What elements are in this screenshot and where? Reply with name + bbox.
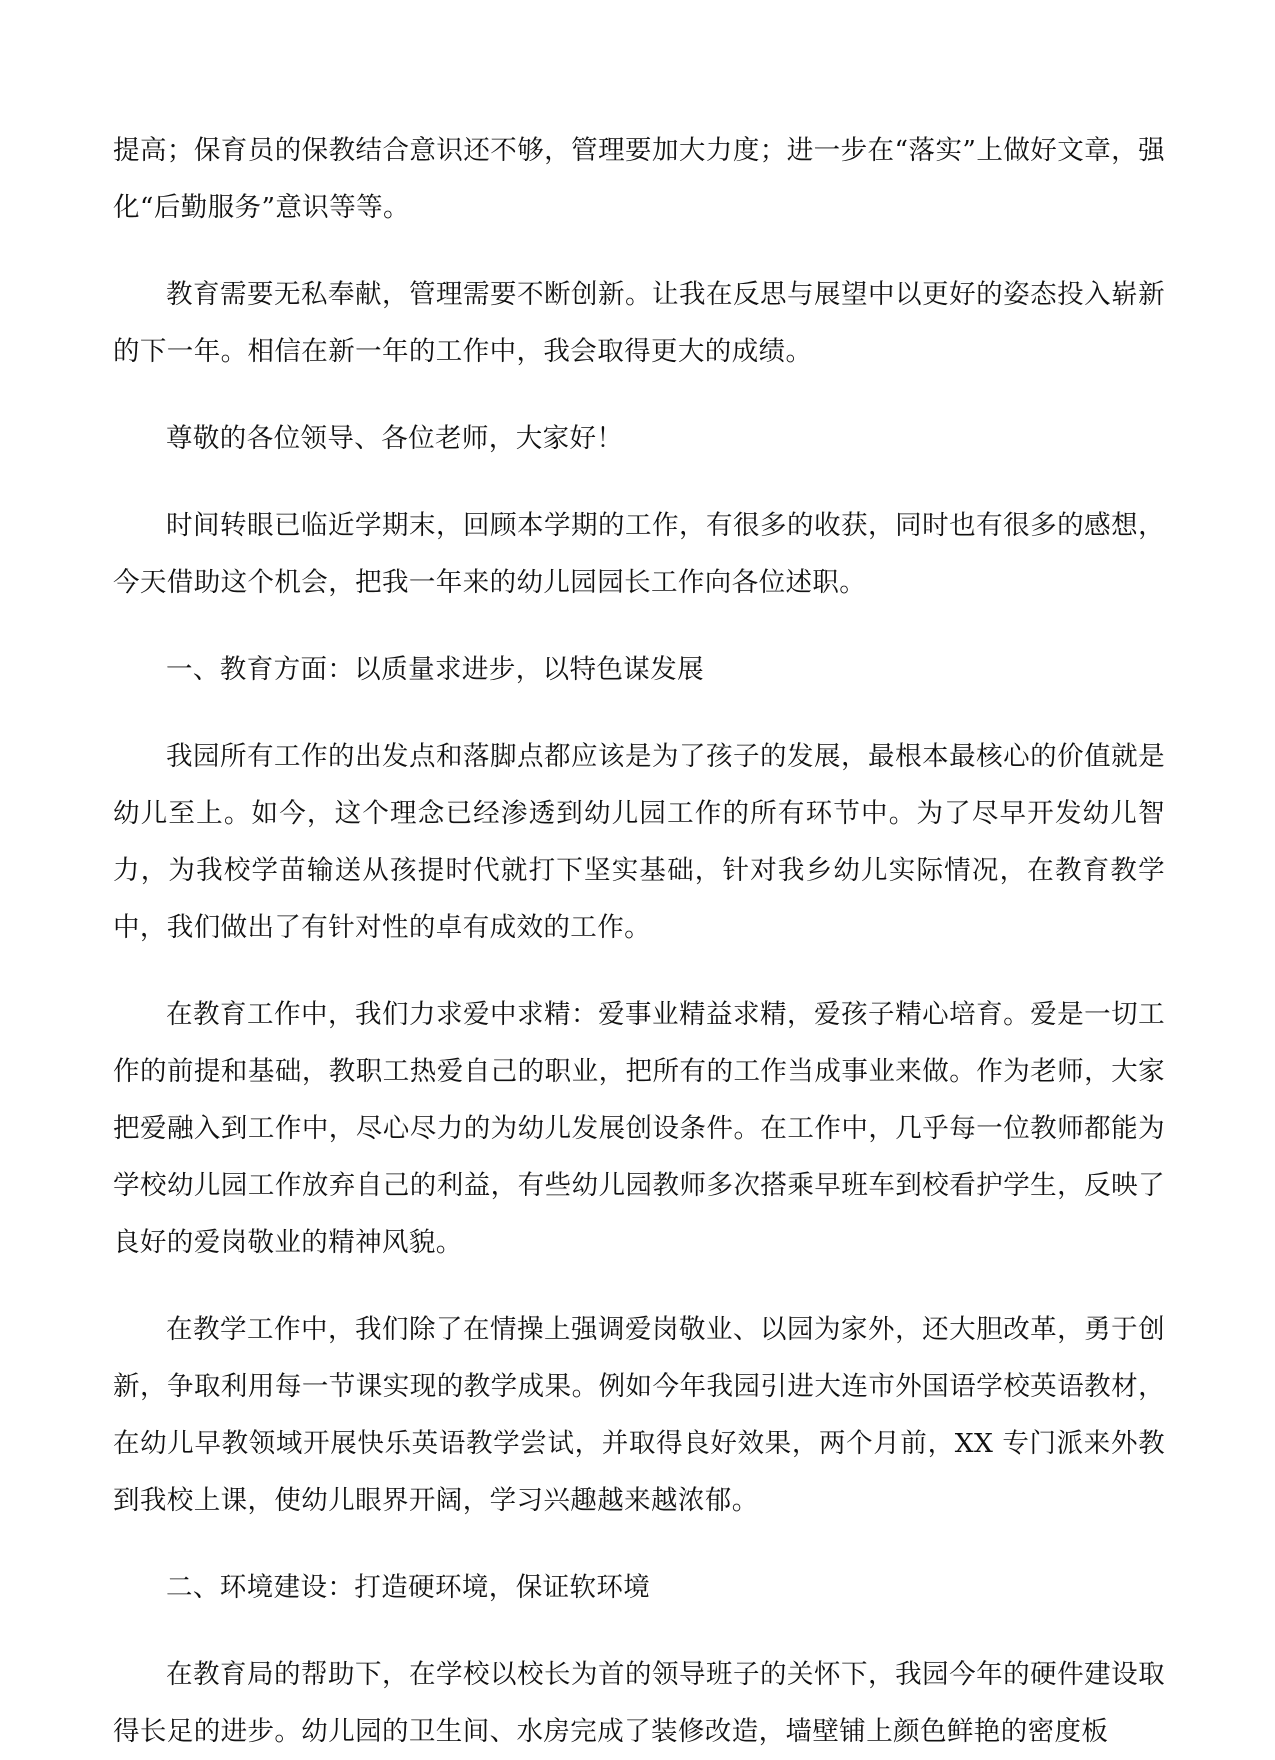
paragraph-hardware-construction: 在教育局的帮助下，在学校以校长为首的领导班子的关怀下，我园今年的硬件建设取得长足的进步。幼儿园的卫生间、水房完成了装修改造，墙壁铺上颜色鲜艳的密度板 [113,1659,1165,1747]
paragraph-continued-opening: 提高；保育员的保教结合意识还不够，管理要加大力度；进一步在“落实”上做好文章，强化“后勤服务”意识等等。 [113,135,1165,223]
section-heading-two-environment: 二、环境建设：打造硬环境，保证软环境 [166,1572,651,1603]
paragraph-love-in-education-work: 在教育工作中，我们力求爱中求精：爱事业精益求精，爱孩子精心培育。爱是一切工作的前提和基础，教职工热爱自己的职业，把所有的工作当成事业来做。作为老师，大家把爱融入到工作中，尽心尽力的为幼儿发展创设条件。在工作中，几乎每一位教师都能为学校幼儿园工作放弃自己的利益，有些幼儿园教师多次搭乘早班车到校看护学生，反映了良好的爱岗敬业的精神风貌。 [113,999,1165,1258]
document-text-body [113,122,1165,1760]
paragraph-education-innovation: 教育需要无私奉献，管理需要不断创新。让我在反思与展望中以更好的姿态投入崭新的下一年。相信在新一年的工作中，我会取得更大的成绩。 [113,279,1165,367]
paragraph-child-first-philosophy: 我园所有工作的出发点和落脚点都应该是为了孩子的发展，最根本最核心的价值就是幼儿至上。如今，这个理念已经渗透到幼儿园工作的所有环节中。为了尽早开发幼儿智力，为我校学苗输送从孩提时代就打下坚实基础，针对我乡幼儿实际情况，在教育教学中，我们做出了有针对性的卓有成效的工作。 [113,741,1165,943]
paragraph-greeting: 尊敬的各位领导、各位老师，大家好！ [166,423,624,454]
section-heading-one-education: 一、教育方面：以质量求进步，以特色谋发展 [166,654,704,685]
paragraph-teaching-reform-english: 在教学工作中，我们除了在情操上强调爱岗敬业、以园为家外，还大胆改革，勇于创新，争取利用每一节课实现的教学成果。例如今年我园引进大连市外国语学校英语教材，在幼儿早教领域开展快乐英语教学尝试，并取得良好效果，两个月前，XX 专门派来外教到我校上课，使幼儿眼界开阔，学习兴趣越来越浓郁。 [113,1314,1165,1516]
paragraph-report-intro: 时间转眼已临近学期末，回顾本学期的工作，有很多的收获，同时也有很多的感想，今天借助这个机会，把我一年来的幼儿园园长工作向各位述职。 [113,510,1165,598]
